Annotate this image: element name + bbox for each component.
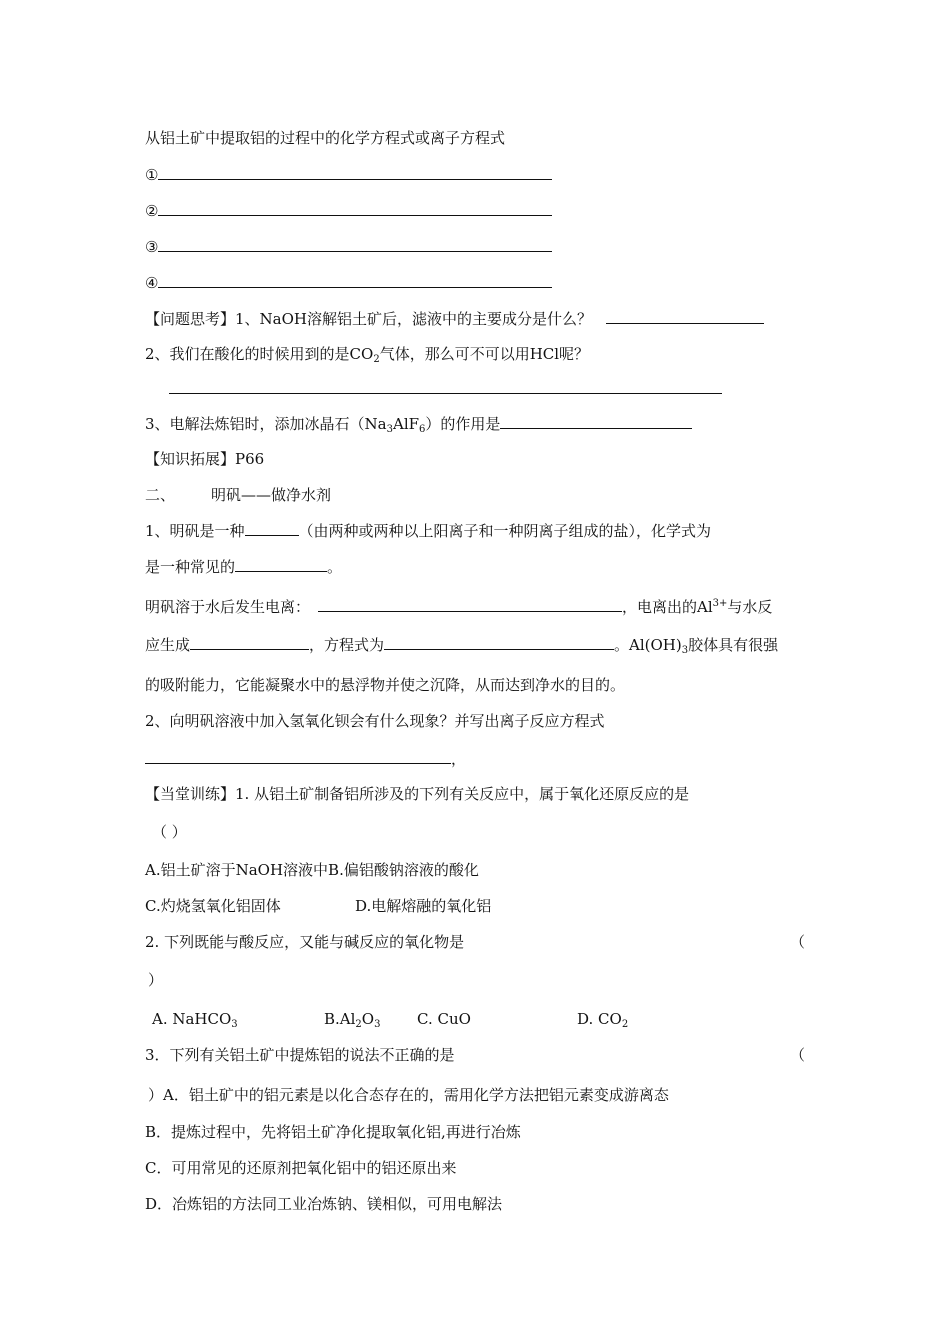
option-text: O	[361, 1010, 375, 1028]
subscript: 3	[231, 1019, 238, 1030]
answer-paren-open[interactable]: （	[790, 1046, 806, 1064]
answer-blank[interactable]	[158, 272, 552, 288]
option-d[interactable]: D．冶炼铝的方法同工业冶炼钠、镁相似，可用电解法	[145, 1195, 503, 1213]
option-c[interactable]: C．可用常见的还原剂把氧化铝中的铝还原出来	[145, 1159, 457, 1177]
formula-text: AlF	[393, 415, 420, 433]
answer-blank[interactable]	[169, 378, 722, 394]
paragraph-text: （由两种或两种以上阳离子和一种阴离子组成的盐），化学式为	[298, 522, 712, 540]
paragraph-text: 1、明矾是一种	[145, 522, 245, 540]
answer-blank[interactable]	[158, 164, 552, 180]
option-text: A. NaHCO	[152, 1010, 232, 1028]
practice-question-1: 【当堂训练】1. 从铝土矿制备铝所涉及的下列有关反应中，属于氧化还原反应的是	[145, 785, 690, 803]
alum-paragraph-2	[145, 594, 772, 617]
circled-marker: ①	[145, 166, 159, 184]
alum-paragraph-1	[145, 520, 711, 541]
paragraph-text: 。Al(OH)	[614, 636, 682, 654]
option-b[interactable]: B．提炼过程中，先将铝土矿净化提取氧化铝,再进行冶炼	[145, 1123, 521, 1141]
equation-line-3[interactable]	[145, 236, 552, 257]
question-text: 2、我们在酸化的时候用到的是CO	[145, 345, 374, 363]
think-question-2	[145, 344, 589, 370]
question-text: 气体，那么可不可以用HCl呢？	[379, 345, 590, 363]
answer-paren-close[interactable]: ）	[148, 971, 164, 989]
alum-paragraph-4: 的吸附能力，它能凝聚水中的悬浮物并使之沉降，从而达到净水的目的。	[145, 676, 626, 694]
section-title: 从铝土矿中提取铝的过程中的化学方程式或离子方程式	[145, 129, 506, 147]
think-question-1	[145, 308, 764, 329]
answer-blank[interactable]	[190, 634, 309, 650]
paragraph-text: ，	[451, 750, 467, 768]
alum-paragraph-1b	[145, 556, 342, 577]
alum-paragraph-3	[145, 634, 778, 661]
option-c[interactable]: C.灼烧氢氧化铝固体	[145, 897, 281, 915]
subscript: 3	[374, 1019, 381, 1030]
paragraph-text: 是一种常见的	[145, 558, 236, 576]
question-text: 【问题思考】1、NaOH溶解铝土矿后，滤液中的主要成分是什么？	[145, 310, 592, 328]
subscript: 3	[386, 424, 393, 435]
answer-blank[interactable]	[158, 236, 552, 252]
option-c[interactable]: C. CuO	[417, 1010, 471, 1028]
equation-line-4[interactable]	[145, 272, 552, 293]
subscript: 2	[373, 354, 380, 365]
subscript: 2	[621, 1019, 629, 1030]
paragraph-text: 。	[327, 558, 343, 576]
option-d[interactable]: D.电解熔融的氧化铝	[355, 897, 492, 915]
option-b[interactable]	[324, 1009, 380, 1035]
section-heading	[145, 485, 331, 505]
circled-marker: ③	[145, 238, 159, 256]
heading-number: 二、	[145, 486, 176, 504]
option-ab[interactable]: A.铝土矿溶于NaOH溶液中B.偏铝酸钠溶液的酸化	[145, 861, 479, 879]
answer-blank[interactable]	[606, 308, 764, 324]
heading-text: 明矾——做净水剂	[211, 486, 332, 504]
paragraph-text: 明矾溶于水后发生电离：	[145, 598, 311, 616]
think-question-3	[145, 413, 692, 440]
paragraph-text: ，电离出的Al	[622, 598, 713, 616]
paragraph-text: ，方程式为	[309, 636, 385, 654]
circled-marker: ②	[145, 202, 159, 220]
answer-blank[interactable]	[245, 520, 299, 536]
paragraph-text: 胶体具有很强	[688, 636, 779, 654]
circled-marker: ④	[145, 274, 159, 292]
subscript: 6	[419, 424, 426, 435]
answer-blank[interactable]	[384, 634, 614, 650]
option-a[interactable]	[152, 1009, 238, 1035]
alum-question-2-answer[interactable]	[145, 748, 466, 769]
answer-paren-open[interactable]: （	[790, 933, 806, 951]
option-text: B.Al	[324, 1010, 356, 1028]
expand-title: 【知识拓展】P66	[145, 450, 265, 468]
option-a[interactable]: ）A．铝土矿中的铝元素是以化合态存在的，需用化学方法把铝元素变成游离态	[148, 1086, 669, 1104]
answer-paren[interactable]: （ ）	[152, 823, 187, 841]
alum-question-2: 2、向明矾溶液中加入氢氧化钡会有什么现象？并写出离子反应方程式	[145, 712, 605, 730]
practice-question-2: 2. 下列既能与酸反应，又能与碱反应的氧化物是	[145, 933, 465, 951]
subscript: 3	[681, 645, 689, 656]
answer-blank[interactable]	[318, 596, 622, 612]
answer-blank[interactable]	[145, 748, 451, 764]
think-question-2-answer[interactable]	[169, 378, 722, 399]
subscript: 2	[355, 1019, 362, 1030]
answer-blank[interactable]	[500, 413, 692, 429]
option-text: D. CO	[577, 1010, 622, 1028]
practice-question-3: 3．下列有关铝土矿中提炼铝的说法不正确的是	[145, 1046, 455, 1064]
option-d[interactable]	[577, 1009, 628, 1035]
superscript: 3+	[712, 598, 728, 609]
question-text: ）的作用是	[425, 415, 501, 433]
equation-line-1[interactable]	[145, 164, 552, 185]
question-text: 3、电解法炼铝时，添加冰晶石（Na	[145, 415, 387, 433]
answer-blank[interactable]	[158, 200, 552, 216]
answer-blank[interactable]	[235, 556, 327, 572]
paragraph-text: 与水反	[727, 598, 773, 616]
equation-line-2[interactable]	[145, 200, 552, 221]
paragraph-text: 应生成	[145, 636, 191, 654]
